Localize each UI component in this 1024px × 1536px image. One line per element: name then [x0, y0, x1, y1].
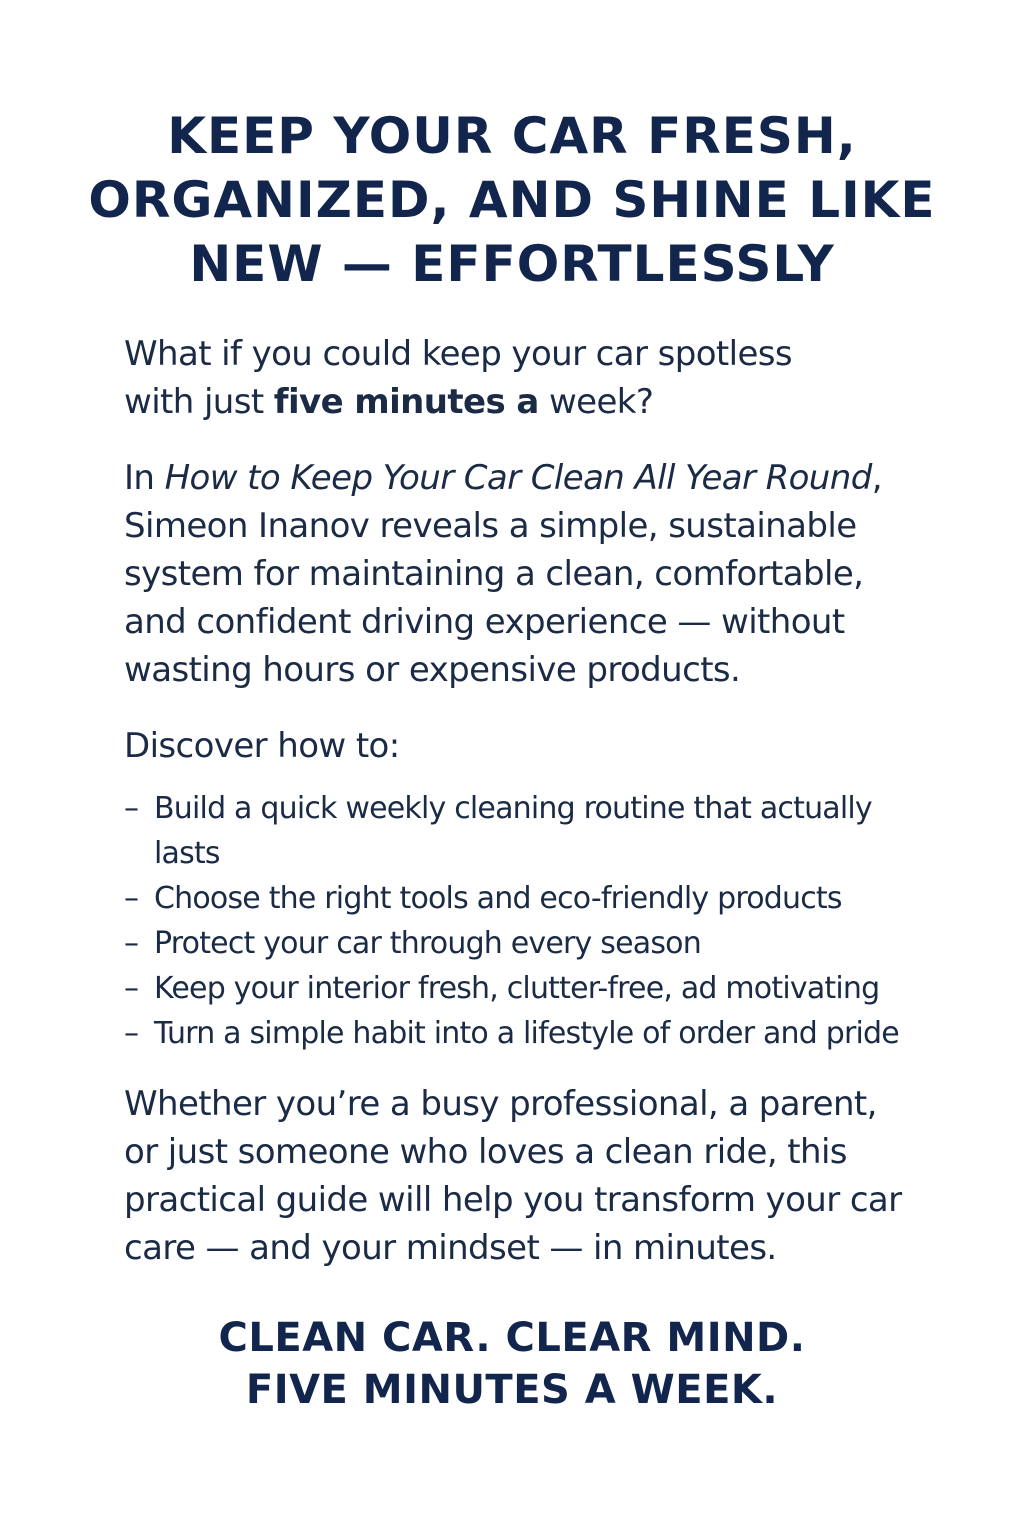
closing-line-1: Whether you’re a busy professional, a parent,: [124, 1084, 877, 1124]
closing-line-4: care — and your mindset — in minutes.: [124, 1228, 777, 1268]
description-line-1-end: ,: [871, 458, 882, 498]
headline-line-1: KEEP YOUR CAR FRESH,: [167, 107, 857, 165]
description-line-5: wasting hours or expensive products.: [124, 650, 741, 690]
description-line-1: [124, 454, 1004, 502]
list-dash: –: [124, 881, 139, 916]
intro-line-2: [124, 378, 1004, 426]
tagline-line-1: CLEAN CAR. CLEAR MIND.: [218, 1315, 806, 1361]
list-item: [124, 966, 1004, 1011]
intro-emphasis: five minutes a: [273, 382, 539, 422]
description-line-1-start: In: [124, 458, 165, 498]
description-paragraph: [124, 454, 1004, 694]
list-dash: –: [124, 1016, 139, 1051]
list-item-text-continued: lasts: [154, 836, 220, 871]
benefits-list: [124, 786, 1004, 1056]
list-item: [124, 786, 1004, 876]
closing-line-2: or just someone who loves a clean ride, this: [124, 1132, 847, 1172]
list-item-text: Keep your interior fresh, clutter-free, ad motivating: [154, 971, 880, 1006]
headline-line-3: NEW — EFFORTLESSLY: [189, 235, 835, 293]
list-item-text: Choose the right tools and eco-friendly products: [154, 881, 842, 916]
intro-line-2-end: week?: [538, 382, 654, 422]
closing-line-3: practical guide will help you transform your car: [124, 1180, 902, 1220]
tagline-line-2: FIVE MINUTES A WEEK.: [245, 1367, 779, 1413]
headline-line-2: ORGANIZED, AND SHINE LIKE: [88, 171, 936, 229]
description-line-2: Simeon Inanov reveals a simple, sustainable: [124, 506, 857, 546]
discover-heading: [124, 722, 1004, 770]
intro-line-1: What if you could keep your car spotless: [124, 334, 793, 374]
list-item-text: Turn a simple habit into a lifestyle of order and pride: [154, 1016, 899, 1051]
list-item: [124, 876, 1004, 921]
list-dash: –: [124, 926, 139, 961]
list-dash: –: [124, 791, 139, 826]
book-title: How to Keep Your Car Clean All Year Round: [164, 458, 872, 498]
description-line-3: system for maintaining a clean, comfortable,: [124, 554, 864, 594]
closing-paragraph: [124, 1080, 1004, 1272]
list-item: [124, 921, 1004, 966]
intro-line-2-start: with just: [124, 382, 274, 422]
list-item-text: Build a quick weekly cleaning routine that actually: [154, 791, 872, 826]
list-item: [124, 1011, 1004, 1056]
list-item-text: Protect your car through every season: [154, 926, 701, 961]
discover-heading-text: Discover how to:: [124, 726, 400, 766]
tagline: [0, 1312, 1024, 1416]
description-line-4: and confident driving experience — without: [124, 602, 845, 642]
list-dash: –: [124, 971, 139, 1006]
headline: [0, 104, 1024, 296]
intro-paragraph: [124, 330, 1004, 426]
